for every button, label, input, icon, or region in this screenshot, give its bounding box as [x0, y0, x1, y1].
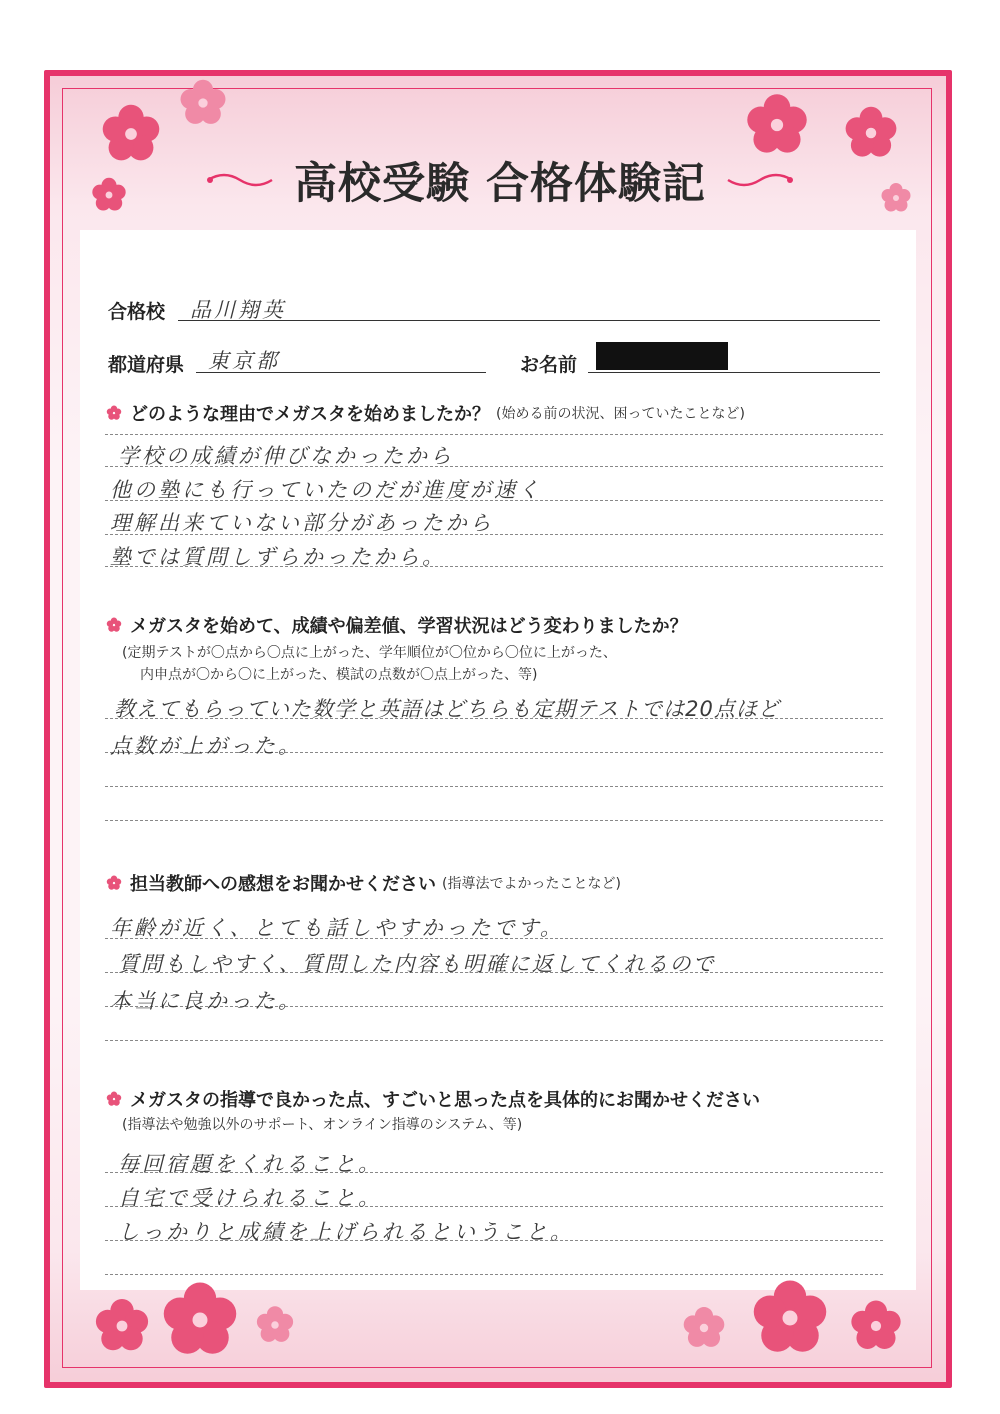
answer-4-line-3: しっかりと成績を上げられるということ。	[118, 1220, 574, 1244]
answer-line	[105, 434, 883, 435]
cherry-blossom-icon	[250, 1300, 300, 1350]
sakura-bullet-icon	[104, 403, 124, 423]
prefecture-underline	[196, 372, 486, 373]
question-4-header	[104, 1086, 760, 1112]
answer-line	[105, 820, 883, 821]
answer-1-line-4: 塾では質問しずらかったから。	[110, 545, 446, 569]
question-3-subtitle: (指導法でよかったことなど)	[442, 876, 621, 892]
answer-line	[105, 1274, 883, 1275]
name-label: お名前	[520, 354, 578, 376]
sakura-bullet-icon	[104, 1089, 124, 1109]
question-4-note-1: (指導法や勉強以外のサポート、オンライン指導のシステム、等)	[122, 1117, 523, 1133]
prefecture-label: 都道府県	[108, 354, 185, 376]
school-underline	[178, 320, 880, 321]
cherry-blossom-icon	[740, 1268, 840, 1368]
question-1-title: どのような理由でメガスタを始めましたか？	[130, 404, 490, 425]
answer-2-line-2: 点数が上がった。	[110, 734, 302, 758]
cherry-blossom-icon	[150, 1270, 250, 1370]
cherry-blossom-icon	[842, 1292, 910, 1360]
answer-2-line-1: 教えてもらっていた数学と英語はどちらも定期テストでは20点ほど	[114, 697, 780, 721]
question-2-note-1: (定期テストが〇点から〇点に上がった、学年順位が〇位から〇位に上がった、	[122, 645, 617, 661]
answer-line	[105, 786, 883, 787]
redacted-name	[596, 342, 728, 370]
sakura-bullet-icon	[104, 873, 124, 893]
school-value: 品川翔英	[190, 298, 286, 322]
cherry-blossom-icon	[172, 72, 234, 134]
cherry-blossom-icon	[86, 1290, 158, 1362]
question-3-header	[104, 870, 621, 896]
cherry-blossom-icon	[676, 1300, 732, 1356]
page-title: 高校受験 合格体験記	[294, 158, 706, 209]
name-underline	[588, 372, 880, 373]
answer-4-line-1: 毎回宿題をくれること。	[118, 1152, 382, 1176]
question-3-title: 担当教師への感想をお聞かせください	[130, 874, 436, 895]
answer-line	[105, 1040, 883, 1041]
answer-1-line-2: 他の塾にも行っていたのだが進度が速く	[110, 478, 542, 502]
answer-4-line-2: 自宅で受けられること。	[118, 1186, 382, 1210]
question-1-subtitle: (始める前の状況、困っていたことなど)	[496, 406, 745, 422]
question-2-header	[104, 612, 688, 638]
answer-3-line-1: 年齢が近く、とても話しやすかったです。	[110, 916, 564, 940]
question-2-title: メガスタを始めて、成績や偏差値、学習状況はどう変わりましたか？	[130, 616, 688, 637]
school-label: 合格校	[108, 301, 166, 323]
answer-3-line-2: 質問もしやすく、質問した内容も明確に返してくれるので	[118, 952, 716, 976]
title-bar	[0, 150, 1000, 210]
answer-1-line-1: 学校の成績が伸びなかったから	[118, 444, 454, 468]
answer-3-line-3: 本当に良かった。	[110, 989, 302, 1013]
question-4-title: メガスタの指導で良かった点、すごいと思った点を具体的にお聞かせください	[130, 1090, 760, 1111]
question-1-header	[104, 400, 745, 426]
prefecture-value: 東京都	[208, 349, 280, 373]
flourish-right-icon	[724, 168, 794, 192]
question-2-note-2: 内申点が〇から〇に上がった、模試の点数が〇点上がった、等)	[140, 667, 538, 683]
sakura-bullet-icon	[104, 615, 124, 635]
flourish-left-icon	[206, 168, 276, 192]
answer-1-line-3: 理解出来ていない部分があったから	[110, 511, 494, 535]
